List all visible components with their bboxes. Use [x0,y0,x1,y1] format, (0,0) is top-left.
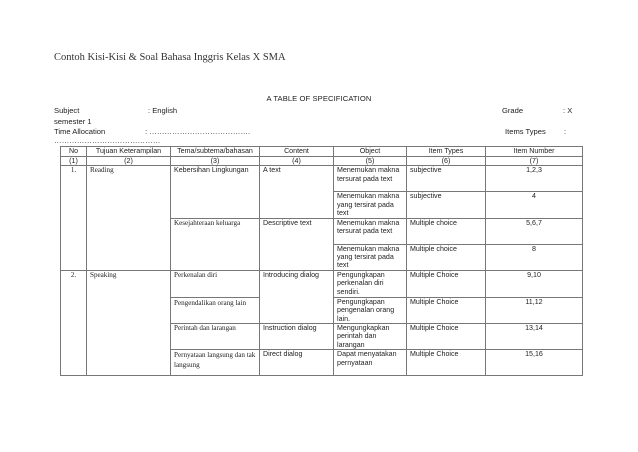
object-cell: Dapat menyatakan pernyataan [334,350,407,376]
column-number-row [61,157,583,166]
grade-label: Grade [502,106,524,115]
row-no: 2. [61,270,87,375]
item-type-cell: Multiple Choice [407,350,486,376]
header-content: Content [260,147,334,157]
header-no: No [61,147,87,157]
item-number-cell: 13,14 [486,324,583,350]
header-object: Object [334,147,407,157]
theme-cell: Kesejahteraan keluarga [171,218,260,270]
content-cell: Instruction dialog [260,324,334,350]
content-cell: Introducing dialog [260,270,334,297]
theme-cell: Pengendalikan orang lain [171,297,260,323]
skill-cell: Reading [87,166,171,270]
item-type-cell: Multiple choice [407,218,486,244]
item-number-cell: 11,12 [486,297,583,323]
document-title: Contoh Kisi-Kisi & Soal Bahasa Inggris Kelas X SMA [54,52,286,63]
item-type-cell: Multiple choice [407,244,486,270]
object-cell: Menemukan makna tersurat pada text [334,218,407,244]
content-cell: A text [260,166,334,218]
column-number: (1) [61,157,87,166]
theme-cell: Perkenalan diri [171,270,260,297]
column-number: (5) [334,157,407,166]
item-number-cell: 9,10 [486,270,583,297]
time-allocation-value: : …………………………………. [145,127,251,136]
object-cell: Pengungkapan pengenalan orang lain. [334,297,407,323]
item-number-cell: 8 [486,244,583,270]
object-cell: Menemukan makna tersurat pada text [334,166,407,192]
object-cell: Menemukan makna yang tersirat pada text [334,244,407,270]
item-type-cell: subjective [407,166,486,192]
theme-cell: Pernyataan langsung dan tak langsung [171,350,260,376]
column-number: (2) [87,157,171,166]
item-number-cell: 4 [486,192,583,218]
header-item-number: Item Number [486,147,583,157]
item-number-cell: 5,6,7 [486,218,583,244]
skill-cell: Speaking [87,270,171,375]
header-tema: Tema/subtema/bahasan [171,147,260,157]
column-number: (6) [407,157,486,166]
table-header-row [61,147,583,157]
column-number: (3) [171,157,260,166]
theme-cell: Perintah dan larangan [171,324,260,350]
header-tujuan-keterampilan: Tujuan Keterampilan [87,147,171,157]
content-cell: Direct dialog [260,350,334,376]
dotted-line: …………………………………… [54,136,161,145]
grade-value: : X [563,106,573,115]
items-types-label: Items Types [505,127,546,136]
item-type-cell: Multiple Choice [407,297,486,323]
content-cell [260,297,334,323]
table-heading: A TABLE OF SPECIFICATION [266,94,372,103]
theme-cell: Kebersihan Lingkungan [171,166,260,218]
column-number: (7) [486,157,583,166]
content-cell: Descriptive text [260,218,334,270]
items-types-value: : [564,127,567,136]
object-cell: Menemukan makna yang tersirat pada text [334,192,407,218]
row-no: 1. [61,166,87,270]
item-number-cell: 1,2,3 [486,166,583,192]
item-type-cell: Multiple Choice [407,324,486,350]
column-number: (4) [260,157,334,166]
time-allocation-label: Time Allocation [54,127,106,136]
item-number-cell: 15,16 [486,350,583,376]
table-row [61,166,583,192]
table-row [61,270,583,297]
object-cell: Pengungkapan perkenalan diri sendiri. [334,270,407,297]
subject-value: : English [148,106,178,115]
object-cell: Mengungkapkan perintah dan larangan [334,324,407,350]
item-type-cell: Multiple Choice [407,270,486,297]
subject-label: Subject [54,106,80,115]
specification-table [60,146,583,376]
semester-text: semester 1 [54,117,92,126]
header-item-types: Item Types [407,147,486,157]
item-type-cell: subjective [407,192,486,218]
